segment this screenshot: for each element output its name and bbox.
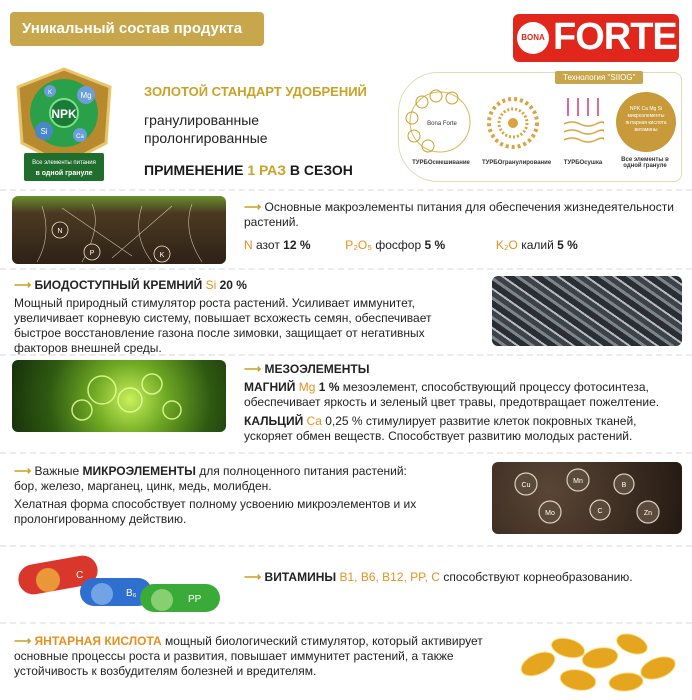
si-label: Si (40, 127, 48, 136)
header-title: Уникальный состав продукта (10, 12, 264, 46)
chip-c: C (597, 508, 603, 515)
soil-label-p: P (89, 250, 95, 257)
logo-forte: FORTE (553, 16, 677, 58)
divider (0, 268, 692, 270)
n-symbol: N (244, 238, 253, 252)
turbo-granulation-icon (486, 94, 540, 152)
p-symbol: P₂O₅ (345, 238, 373, 252)
vitamins-title: ВИТАМИНЫ (264, 570, 337, 584)
mg-label: Mg (80, 91, 92, 100)
divider (0, 452, 692, 454)
silicon-photo (492, 276, 682, 346)
macro-text (244, 200, 684, 230)
vitamins-list: B1, B6, B12, PP, C (339, 570, 440, 584)
p-label: фосфор (372, 238, 425, 252)
divider (0, 354, 692, 356)
chip-cu: Cu (521, 482, 531, 489)
k-symbol: K₂O (495, 238, 518, 252)
ca-text: стимулирует развитие клеток покровных тканей, (362, 414, 637, 428)
ca-value: 0,25 % (325, 414, 363, 428)
ca-name: КАЛЬЦИЙ (244, 414, 304, 428)
divider (0, 622, 692, 624)
ca-label: Ca (76, 134, 84, 140)
amber-text-2: основные процессы роста и развития, повышает иммунитет растений, а также (14, 649, 454, 663)
micro-heading (14, 464, 484, 479)
turbo-drying-icon (560, 94, 604, 150)
tech-step-2: ТУРБОгранулирование (482, 160, 552, 166)
vitamin-capsules-icon (12, 550, 230, 620)
apply-post: В СЕЗОН (285, 162, 353, 178)
micro-post: для полноценного питания растений: (195, 464, 407, 478)
vitamins-line (244, 570, 684, 585)
divider (0, 545, 692, 547)
vitamins-text: способствуют корнеобразованию. (439, 570, 633, 584)
mg-name: МАГНИЙ (244, 380, 296, 394)
cells-photo (12, 360, 226, 432)
meso-heading (244, 362, 370, 377)
mg-value: 1 % (318, 380, 340, 394)
n-value: 12 % (283, 238, 311, 252)
micro-list: бор, железо, марганец, цинк, медь, молибден. (14, 479, 272, 493)
standard-line-1: гранулированные (144, 112, 260, 128)
emblem-caption-2: в одной грануле (35, 170, 93, 177)
arrow-icon: ⟶ (14, 278, 32, 292)
soil-label-n: N (57, 228, 63, 235)
k-label: калий (517, 238, 558, 252)
arrow-icon: ⟶ (14, 464, 32, 478)
standard-apply (144, 162, 353, 178)
chip-mo: Mo (545, 510, 555, 517)
p-value: 5 % (424, 238, 446, 252)
arrow-icon: ⟶ (244, 200, 262, 214)
npk-emblem-icon (12, 65, 116, 185)
amber-title: ЯНТАРНАЯ КИСЛОТА (34, 634, 162, 648)
soil-photo (12, 196, 226, 264)
macro-description: Основные макроэлементы питания для обеспечения жизнедеятельности растений. (244, 200, 674, 229)
meso-mg (244, 380, 684, 410)
standard-line-2: пролонгированные (144, 130, 268, 146)
npk-label: NPK (51, 107, 77, 121)
turbo-mixing-icon (402, 88, 478, 156)
arrow-icon: ⟶ (244, 570, 262, 584)
tech-step-4: Все элементы в одной грануле (621, 157, 669, 169)
tech-step-1: ТУРБОсмешивание (412, 160, 470, 166)
ca-text-2: ускоряет обмен веществ. Способствует развитию молодых растений. (244, 429, 633, 443)
divider (0, 189, 692, 191)
amber-text-3: устойчивость к возбудителям болезней и вредителям. (14, 664, 317, 678)
capsule-c: C (76, 570, 84, 581)
micro-title: МИКРОЭЛЕМЕНТЫ (82, 464, 196, 478)
emblem-caption-1: Все элементы питания (32, 160, 96, 166)
chip-zn: Zn (643, 510, 653, 517)
mg-symbol: Mg (298, 380, 316, 394)
granule-icon: NPK Ca Mg Si микроэлементы янтарная кислота витамины (616, 92, 676, 152)
apply-pre: ПРИМЕНЕНИЕ (144, 162, 248, 178)
tech-brand: Bona Forte (427, 121, 457, 127)
capsule-pp: PP (188, 594, 202, 605)
soil-label-k: K (159, 252, 165, 259)
standard-title: ЗОЛОТОЙ СТАНДАРТ УДОБРЕНИЙ (144, 84, 367, 99)
arrow-icon: ⟶ (244, 362, 262, 376)
k-value: 5 % (557, 238, 578, 252)
silicon-value: 20 % (219, 278, 247, 292)
brand-logo (513, 14, 679, 62)
capsule-b6: B₆ (126, 588, 137, 599)
chip-b: B (621, 482, 627, 489)
k-label: K (47, 90, 53, 96)
ca-symbol: Ca (306, 414, 322, 428)
chip-mn: Mn (573, 478, 583, 485)
n-label: азот (252, 238, 284, 252)
logo-bona: BONA (517, 22, 549, 54)
silicon-symbol: Si (205, 278, 217, 292)
meso-ca (244, 414, 684, 444)
micro-text: Хелатная форма способствует полному усвоению микроэлементов и их пролонгированному действию. (14, 497, 417, 526)
micro-photo (492, 462, 682, 534)
silicon-text: Мощный природный стимулятор роста растений. Усиливает иммунитет, увеличивает корневую систему, повышает всхожесть семян, обеспечивает быстрое восстановление газона после зимовки, защищает от негативных факторов внешней среды. (14, 296, 432, 355)
tech-step-3: ТУРБОсушка (563, 160, 603, 166)
micro-pre: Важные (34, 464, 83, 478)
amber-section (14, 634, 504, 679)
meso-title: МЕЗОЭЛЕМЕНТЫ (264, 362, 370, 376)
mg-text-2: обеспечивает яркость и зеленый цвет травы, предотвращает пожелтение. (244, 395, 660, 409)
arrow-icon: ⟶ (14, 634, 32, 648)
amber-capsules-icon (508, 628, 684, 696)
silicon-heading (14, 278, 484, 293)
macro-values (244, 238, 684, 253)
amber-text-1: мощный биологический стимулятор, который активирует (161, 634, 483, 648)
apply-mid: 1 РАЗ (247, 162, 286, 178)
silicon-title: БИОДОСТУПНЫЙ КРЕМНИЙ (34, 278, 203, 292)
technology-title: Технология "SIIOG" (555, 71, 643, 84)
mg-text: мезоэлемент, способствующий процессу фотосинтеза, (339, 380, 649, 394)
